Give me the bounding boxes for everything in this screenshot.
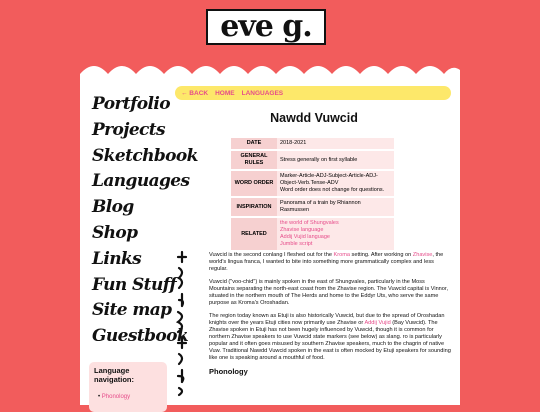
related-link-addij-vujid[interactable]: Addij Vujid language	[280, 234, 330, 240]
inspiration-label: INSPIRATION	[231, 198, 277, 216]
table-row	[231, 171, 394, 196]
related-label: RELATED	[231, 218, 277, 250]
breadcrumb	[175, 86, 451, 100]
conscript-vertical-title	[175, 248, 189, 398]
paragraph-geography: Vuwcid ("voo-chid") is mainly spoken in the east of Shungvales, particularly in the Moss Mountains separating the north-east coast from the Zhavise region. The Vuwcid capital is Vinnor, situated in the northern mouth of The Herds and home to the Eddyr Uts, who serve the same purpose as Kroma's Oroshadan.	[209, 279, 449, 306]
nav-sketchbook[interactable]: Sketchbook	[92, 145, 198, 166]
date-label: DATE	[231, 138, 277, 149]
nav-fun-stuff[interactable]: Fun Stuff	[92, 274, 177, 295]
nav-links[interactable]: Links	[92, 248, 142, 269]
back-link[interactable]: ← BACK	[181, 89, 209, 97]
nav-languages[interactable]: Languages	[92, 171, 190, 192]
nav-shop[interactable]: Shop	[92, 222, 138, 243]
nav-blog[interactable]: Blog	[92, 197, 134, 218]
related-link-zhavise[interactable]: Zhavise language	[280, 227, 324, 233]
info-table	[231, 136, 394, 252]
rules-label: GENERAL RULES	[231, 151, 277, 169]
nav-guestbook[interactable]: Guestbook	[92, 326, 189, 347]
kroma-link[interactable]: Kroma	[333, 252, 350, 258]
paragraph-text: setting. After working on	[349, 252, 413, 258]
paragraph-text: , the world's lingua franca, I wanted to bite into something more grammatically complex and less regular.	[209, 252, 444, 272]
addij-vujid-link[interactable]: Addij Vujid	[364, 320, 391, 326]
date-value: 2018-2021	[277, 138, 394, 149]
table-row	[231, 151, 394, 169]
article-body	[209, 252, 452, 375]
language-nav-phonology[interactable]: • Phonology	[94, 394, 162, 400]
paragraph-text: (Bay Vuwcid). The Zhavise spoken in Etuji has not been hugely influenced by Vuwcid, though it is common for northern Zhavise speakers to use Vuwcid state markers (see below) as slang. ro is particularly popular and it often goes misused by southern Zhavise speakers, much to the chagrin of native Vuw. Traditional Nawdd Vuwcid spoken in the east is often mocked by Etuji speakers for sounding like one is speaking around a mouthful of food.	[209, 320, 451, 361]
word-order-line-2: Word order does not change for questions.	[280, 187, 385, 193]
home-link[interactable]: HOME	[215, 89, 235, 97]
languages-link[interactable]: LANGUAGES	[241, 89, 284, 97]
language-nav-title: Language navigation:	[94, 366, 135, 384]
paragraph-text: Vuwcid is the second conlang I fleshed out for the	[209, 252, 334, 258]
word-order-line-1: Marker-Article-ADJ-Subject-Article-ADJ-Object-Verb.Tense-ADV	[280, 173, 378, 186]
nav-portfolio[interactable]: Portfolio	[92, 94, 170, 114]
related-link-shungvales[interactable]: the world of Shungvales	[280, 220, 339, 226]
zhavise-link[interactable]: Zhavise	[412, 252, 433, 258]
nav-projects[interactable]: Projects	[92, 119, 166, 140]
related-links	[277, 218, 394, 250]
paragraph-history	[209, 313, 452, 362]
word-order-label: WORD ORDER	[231, 171, 277, 196]
table-row	[231, 198, 394, 216]
inspiration-value: Panorama of a train by Rhiannon Rasmussen	[277, 198, 394, 216]
nav-site-map[interactable]: Site map	[92, 300, 172, 321]
table-row	[231, 138, 394, 149]
related-link-jumble-script[interactable]: Jumble script	[280, 241, 313, 247]
paragraph-text: The region today known as Etuji is also historically Vuwcid, but due to the spread of Oroshadan knights over the years Etuji cities now primarily use Zhavise or	[209, 313, 445, 326]
rules-value: Stress generally on first syllable	[277, 151, 394, 169]
phonology-heading: Phonology	[209, 367, 248, 376]
table-row	[231, 218, 394, 250]
main-nav	[92, 92, 198, 350]
page-title: Nawdd Vuwcid	[270, 111, 358, 125]
paragraph-intro	[209, 252, 452, 273]
site-logo[interactable]: eve g.	[206, 9, 326, 45]
word-order-value	[277, 171, 394, 196]
